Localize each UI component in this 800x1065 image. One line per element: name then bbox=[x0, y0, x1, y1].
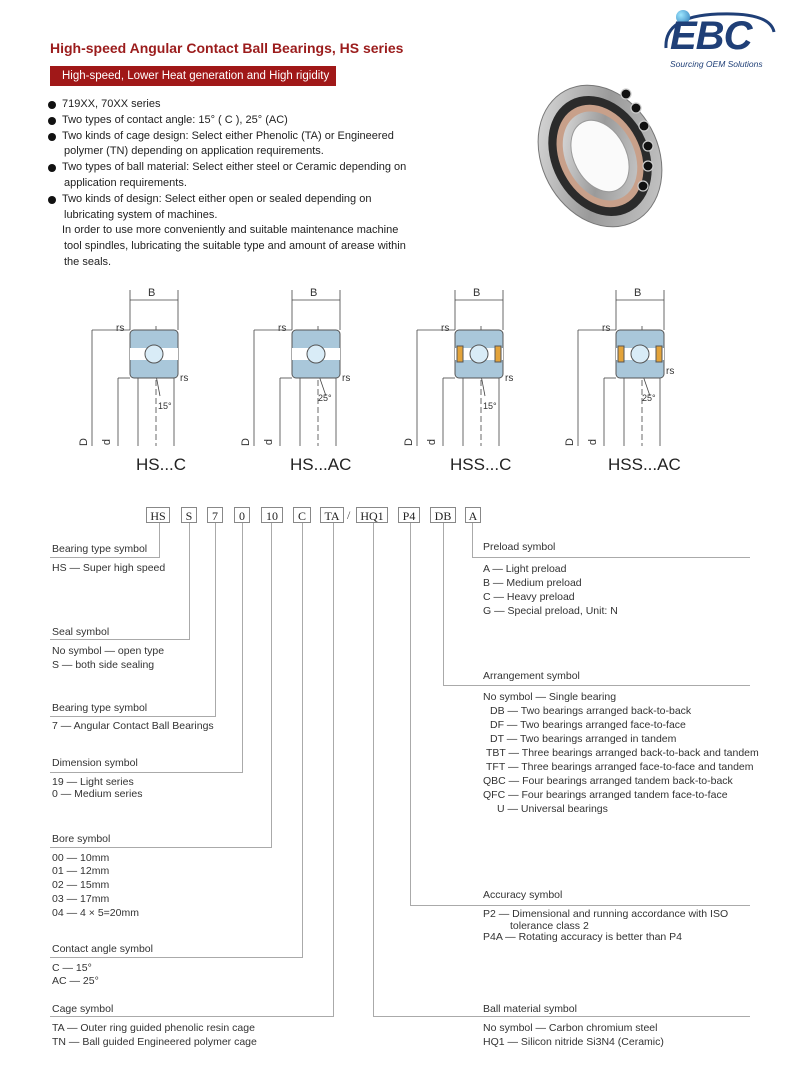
list-item: U — Universal bearings bbox=[497, 803, 608, 815]
list-item-continuation: In order to use more conveniently and suitable maintenance machine bbox=[62, 224, 399, 237]
rs-side-label: rs bbox=[505, 373, 514, 384]
list-item: C — Heavy preload bbox=[483, 591, 575, 603]
list-item: No symbol — open type bbox=[52, 645, 165, 657]
list-item: TN — Ball guided Engineered polymer cage bbox=[52, 1036, 257, 1048]
list-item-continuation: application requirements. bbox=[64, 176, 187, 189]
list-item: Two types of contact angle: 15° ( C ), 25° (AC) bbox=[46, 113, 426, 129]
diagram-label: HS...AC bbox=[290, 455, 352, 474]
code-separator: / bbox=[347, 508, 351, 522]
list-item: A — Light preload bbox=[483, 563, 567, 575]
list-item-continuation: polymer (TN) depending on application requirements. bbox=[64, 145, 324, 158]
code-part-type: HS bbox=[146, 507, 170, 523]
code-part-arrangement: DB bbox=[430, 507, 456, 523]
list-item: 7 — Angular Contact Ball Bearings bbox=[52, 720, 214, 732]
list-item: TFT — Three bearings arranged face-to-face and tandem bbox=[486, 761, 754, 773]
list-item: No symbol — Carbon chromium steel bbox=[483, 1022, 658, 1034]
arrangement-header: Arrangement symbol bbox=[483, 670, 580, 682]
list-item: 00 — 10mm bbox=[52, 852, 110, 864]
dimension-header: Dimension symbol bbox=[52, 757, 138, 769]
rs-top-label: rs bbox=[116, 323, 125, 334]
bearing-section-hs-c bbox=[78, 286, 238, 476]
list-item: 02 — 15mm bbox=[52, 879, 110, 891]
rs-top-label: rs bbox=[602, 323, 611, 334]
outer-diameter-label: D bbox=[563, 438, 576, 446]
list-item-continuation: tool spindles, lubricating the suitable type and amount of arease within bbox=[64, 240, 406, 253]
list-item: 04 — 4 × 5=20mm bbox=[52, 907, 139, 919]
list-item: QFC — Four bearings arranged tandem face-to-face bbox=[483, 789, 728, 801]
cage-header: Cage symbol bbox=[52, 1003, 114, 1015]
code-part-preload: A bbox=[465, 507, 481, 523]
width-label: B bbox=[148, 287, 156, 299]
feature-list bbox=[46, 97, 426, 271]
rs-top-label: rs bbox=[278, 323, 287, 334]
bearing-section-hss-ac bbox=[564, 286, 724, 476]
rs-side-label: rs bbox=[342, 373, 351, 384]
width-label: B bbox=[473, 287, 481, 299]
bearing-section-hs-ac bbox=[240, 286, 400, 476]
rs-side-label: rs bbox=[180, 373, 189, 384]
list-item: DB — Two bearings arranged back-to-back bbox=[490, 705, 692, 717]
outer-diameter-label: D bbox=[402, 438, 415, 446]
list-item: S — both side sealing bbox=[52, 659, 155, 671]
angle-label: 15° bbox=[483, 401, 497, 411]
inner-diameter-label: d bbox=[263, 438, 276, 446]
code-part-ball: HQ1 bbox=[356, 507, 388, 523]
list-item: 719XX, 70XX series bbox=[46, 97, 426, 113]
list-item: 0 — Medium series bbox=[52, 788, 143, 800]
list-item-continuation: the seals. bbox=[64, 255, 112, 268]
contact-angle-header: Contact angle symbol bbox=[52, 943, 153, 955]
bearing-type2-header: Bearing type symbol bbox=[52, 702, 148, 714]
code-part-contact: C bbox=[293, 507, 311, 523]
accuracy-header: Accuracy symbol bbox=[483, 889, 563, 901]
width-label: B bbox=[310, 287, 318, 299]
diagram-label: HSS...C bbox=[450, 455, 512, 474]
list-item: QBC — Four bearings arranged tandem back-to-back bbox=[483, 775, 733, 787]
bore-header: Bore symbol bbox=[52, 833, 111, 845]
list-item: 19 — Light series bbox=[52, 776, 134, 788]
inner-diameter-label: d bbox=[587, 438, 600, 446]
seal-header: Seal symbol bbox=[52, 626, 110, 638]
list-item: DT — Two bearings arranged in tandem bbox=[490, 733, 677, 745]
list-item: DF — Two bearings arranged face-to-face bbox=[490, 719, 686, 731]
rs-side-label: rs bbox=[666, 366, 675, 377]
list-item: Two kinds of design: Select either open or sealed depending on bbox=[46, 192, 426, 208]
code-part-cage: TA bbox=[320, 507, 344, 523]
list-item: Two kinds of cage design: Select either Phenolic (TA) or Engineered bbox=[46, 129, 426, 145]
list-item: HQ1 — Silicon nitride Si3N4 (Ceramic) bbox=[483, 1036, 664, 1048]
list-item: Two types of ball material: Select either steel or Ceramic depending on bbox=[46, 160, 426, 176]
list-item: TBT — Three bearings arranged back-to-back and tandem bbox=[486, 747, 759, 759]
list-item: tolerance class 2 bbox=[510, 920, 589, 932]
list-item: No symbol — Single bearing bbox=[483, 691, 617, 703]
bearing-type-header: Bearing type symbol bbox=[52, 543, 148, 555]
list-item: AC — 25° bbox=[52, 975, 99, 987]
logo-text: EBC bbox=[670, 14, 752, 58]
width-label: B bbox=[634, 287, 642, 299]
brand-logo bbox=[660, 8, 780, 74]
angle-label: 25° bbox=[642, 393, 656, 403]
list-item: B — Medium preload bbox=[483, 577, 582, 589]
feature-banner: High-speed, Lower Heat generation and High rigidity bbox=[50, 66, 336, 86]
list-item: 01 — 12mm bbox=[52, 865, 110, 877]
list-item: G — Special preload, Unit: N bbox=[483, 605, 618, 617]
ball-material-header: Ball material symbol bbox=[483, 1003, 577, 1015]
bearing-photo bbox=[530, 76, 670, 236]
angle-label: 15° bbox=[158, 401, 172, 411]
code-part-bore: 10 bbox=[261, 507, 283, 523]
inner-diameter-label: d bbox=[101, 438, 114, 446]
angle-label: 25° bbox=[318, 393, 332, 403]
rs-top-label: rs bbox=[441, 323, 450, 334]
code-part-accuracy: P4 bbox=[398, 507, 420, 523]
list-item: TA — Outer ring guided phenolic resin cage bbox=[52, 1022, 255, 1034]
list-item: P2 — Dimensional and running accordance with ISO bbox=[483, 908, 729, 920]
preload-header: Preload symbol bbox=[483, 541, 556, 553]
page-title: High-speed Angular Contact Ball Bearings, HS series bbox=[50, 40, 404, 56]
logo-tagline: Sourcing OEM Solutions bbox=[670, 59, 763, 69]
outer-diameter-label: D bbox=[239, 438, 252, 446]
list-item: HS — Super high speed bbox=[52, 562, 166, 574]
code-part-dimension: 0 bbox=[234, 507, 250, 523]
diagram-label: HSS...AC bbox=[608, 455, 681, 474]
outer-diameter-label: D bbox=[77, 438, 90, 446]
list-item-continuation: lubricating system of machines. bbox=[64, 208, 218, 221]
diagram-label: HS...C bbox=[136, 455, 187, 474]
list-item: 03 — 17mm bbox=[52, 893, 110, 905]
code-part-seal: S bbox=[181, 507, 197, 523]
list-item: C — 15° bbox=[52, 962, 92, 974]
code-part-bearing-type: 7 bbox=[207, 507, 223, 523]
list-item: P4A — Rotating accuracy is better than P4 bbox=[483, 931, 683, 943]
inner-diameter-label: d bbox=[426, 438, 439, 446]
bearing-section-hss-c bbox=[403, 286, 563, 476]
